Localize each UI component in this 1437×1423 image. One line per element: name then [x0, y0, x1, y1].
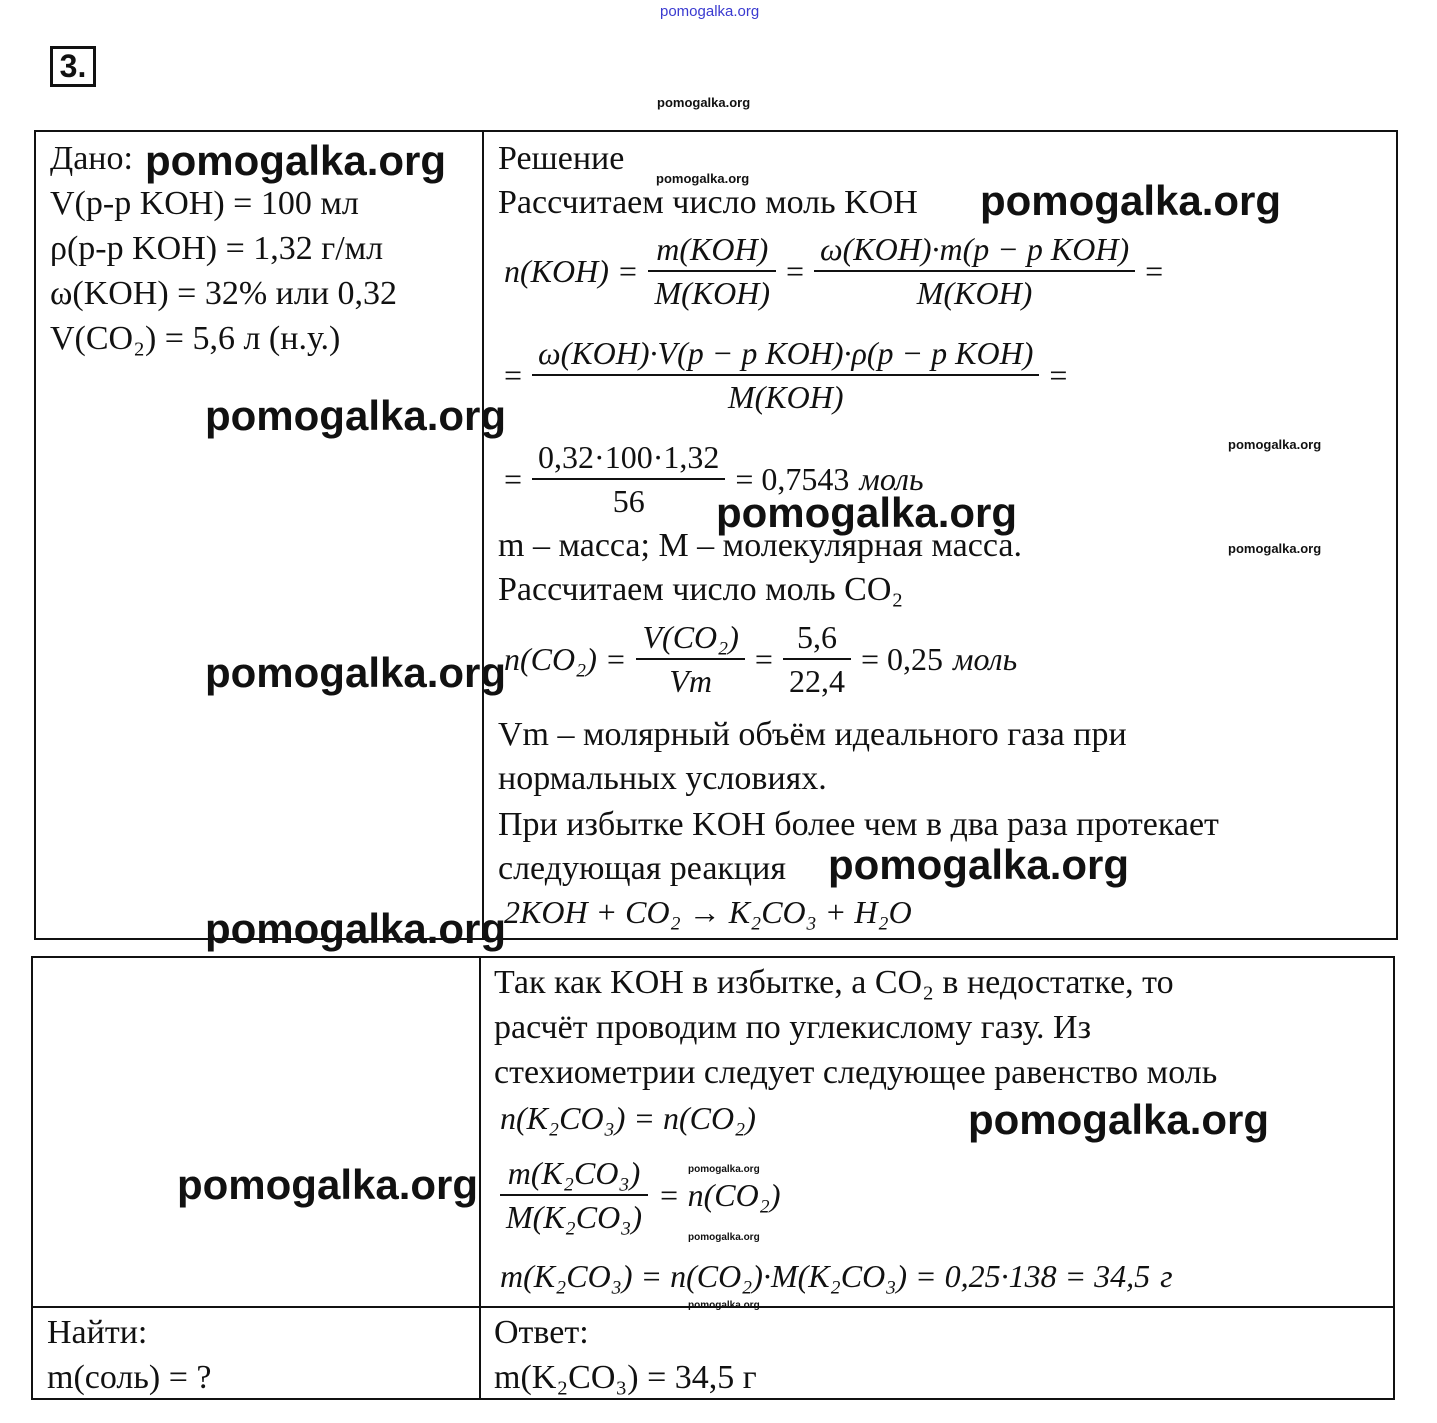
eq4-fraction-2: $\frac{5,6}{22,4}$ — [783, 616, 851, 702]
watermark: pomogalka.org — [205, 392, 507, 439]
watermark: pomogalka.org — [177, 1161, 479, 1208]
eq3-unit: моль — [859, 460, 924, 497]
equation-n-k2co3: n(K₂CO₃) = n(CO₂) — [500, 1100, 756, 1136]
given-line: ρ(р-р KOH) = 1,32 г/мл — [50, 230, 384, 267]
eq6-fraction: $\frac{\text{m(K₂CO₃)}}{\text{M(K₂CO₃)}}$ — [500, 1152, 648, 1238]
eq1-lhs: n(KOH) = — [504, 252, 639, 289]
watermark: pomogalka.org — [980, 177, 1282, 224]
watermark-small: pomogalka.org — [688, 1300, 760, 1311]
solution-header: Решение — [498, 140, 625, 177]
equation-m-k2co3 — [500, 1258, 1173, 1295]
eq4-unit: моль — [953, 640, 1018, 677]
find-header: Найти: — [47, 1314, 148, 1351]
eq6-rhs: = n(CO₂) — [658, 1176, 781, 1213]
given-header: Дано: — [50, 140, 133, 177]
eq4-result: = 0,25 — [860, 640, 944, 677]
table1-divider — [482, 130, 484, 940]
answer-header: Ответ: — [494, 1314, 589, 1351]
reaction-equation: 2KOH + CO₂ → K₂CO₃ + H₂O — [504, 894, 912, 930]
eq1-fraction-2: $\frac{\text{ω(KOH)·m(p − p KOH)}}{\text{M(KOH)}}$ — [814, 228, 1135, 314]
problem-number: 3. — [50, 46, 96, 87]
table2-divider — [479, 956, 481, 1400]
part2-line-2: расчёт проводим по углекислому газу. Из — [494, 1009, 1092, 1046]
watermark-small: pomogalka.org — [1228, 437, 1322, 452]
equation-n-koh: n(KOH) = $\frac{\text{m(KOH)}}{\text{M(KOH)}}$ = $\frac{\text{ω(KOH)·m(p − p KOH)}}{\text{M(KOH)}}$ = — [504, 228, 1163, 314]
watermark: pomogalka.org — [205, 649, 507, 696]
given-line: ω(KOH) = 32% или 0,32 — [50, 275, 398, 312]
watermark-top: pomogalka.org — [660, 3, 760, 20]
legend-2-line-2: нормальных условиях. — [498, 760, 827, 797]
eq3-fraction: $\frac{0,32\cdot 100\cdot 1,32}{56}$ — [532, 436, 725, 522]
eq3-result: = 0,7543 — [735, 460, 850, 497]
watermark: pomogalka.org — [716, 489, 1018, 536]
step2-text: Рассчитаем число моль CO₂ — [498, 571, 904, 608]
eq7-expression: m(K₂CO₃) = n(CO₂)·M(K₂CO₃) = 0,25·138 = 34,5 — [500, 1258, 1151, 1294]
eq1-fraction-1: $\frac{\text{m(KOH)}}{\text{M(KOH)}}$ — [648, 228, 776, 314]
watermark-small: pomogalka.org — [657, 95, 751, 110]
part2-line-1: Так как KOH в избытке, а CO₂ в недостатке, то — [494, 964, 1174, 1001]
watermark-small: pomogalka.org — [688, 1232, 760, 1243]
legend-2-line-1: Vm – молярный объём идеального газа при — [498, 716, 1127, 753]
watermark: pomogalka.org — [205, 905, 507, 952]
equation-n-koh-2: = $\frac{\text{ω(KOH)·V(p − p KOH)·ρ(p − p KOH)}}{\text{M(KOH)}}$ = — [504, 332, 1067, 418]
step3-line-2: следующая реакция — [498, 850, 786, 887]
eq4-fraction-1: $\frac{\text{V(CO₂)}}{Vm}$ — [636, 616, 744, 702]
step1-text: Рассчитаем число моль KOH — [498, 184, 918, 221]
equation-n-co2: n(CO₂) = $\frac{\text{V(CO₂)}}{Vm}$ = $\frac{5,6}{22,4}$ = 0,25 моль — [504, 616, 1017, 702]
watermark: pomogalka.org — [968, 1096, 1270, 1143]
part2-line-3: стехиометрии следует следующее равенство моль — [494, 1054, 1218, 1091]
equation-n-koh-3: = $\frac{0,32\cdot 100\cdot 1,32}{56}$ = 0,7543 моль — [504, 436, 924, 522]
eq2-fraction: $\frac{\text{ω(KOH)·V(p − p KOH)·ρ(p − p KOH)}}{\text{M(KOH)}}$ — [532, 332, 1039, 418]
watermark-small: pomogalka.org — [688, 1164, 760, 1175]
answer-line: m(K₂CO₃) = 34,5 г — [494, 1359, 757, 1396]
legend-1: m – масса; M – молекулярная масса. — [498, 527, 1022, 564]
step3-line-1: При избытке KOH более чем в два раза протекает — [498, 806, 1219, 843]
given-line: V(р-р KOH) = 100 мл — [50, 185, 359, 222]
eq4-lhs: n(CO₂) = — [504, 640, 627, 677]
watermark-small: pomogalka.org — [1228, 541, 1322, 556]
find-line: m(соль) = ? — [47, 1359, 212, 1396]
watermark-small: pomogalka.org — [656, 171, 750, 186]
watermark: pomogalka.org — [145, 137, 447, 184]
watermark: pomogalka.org — [828, 841, 1130, 888]
given-line: V(CO₂) = 5,6 л (н.у.) — [50, 320, 341, 357]
eq7-unit: г — [1160, 1258, 1173, 1294]
